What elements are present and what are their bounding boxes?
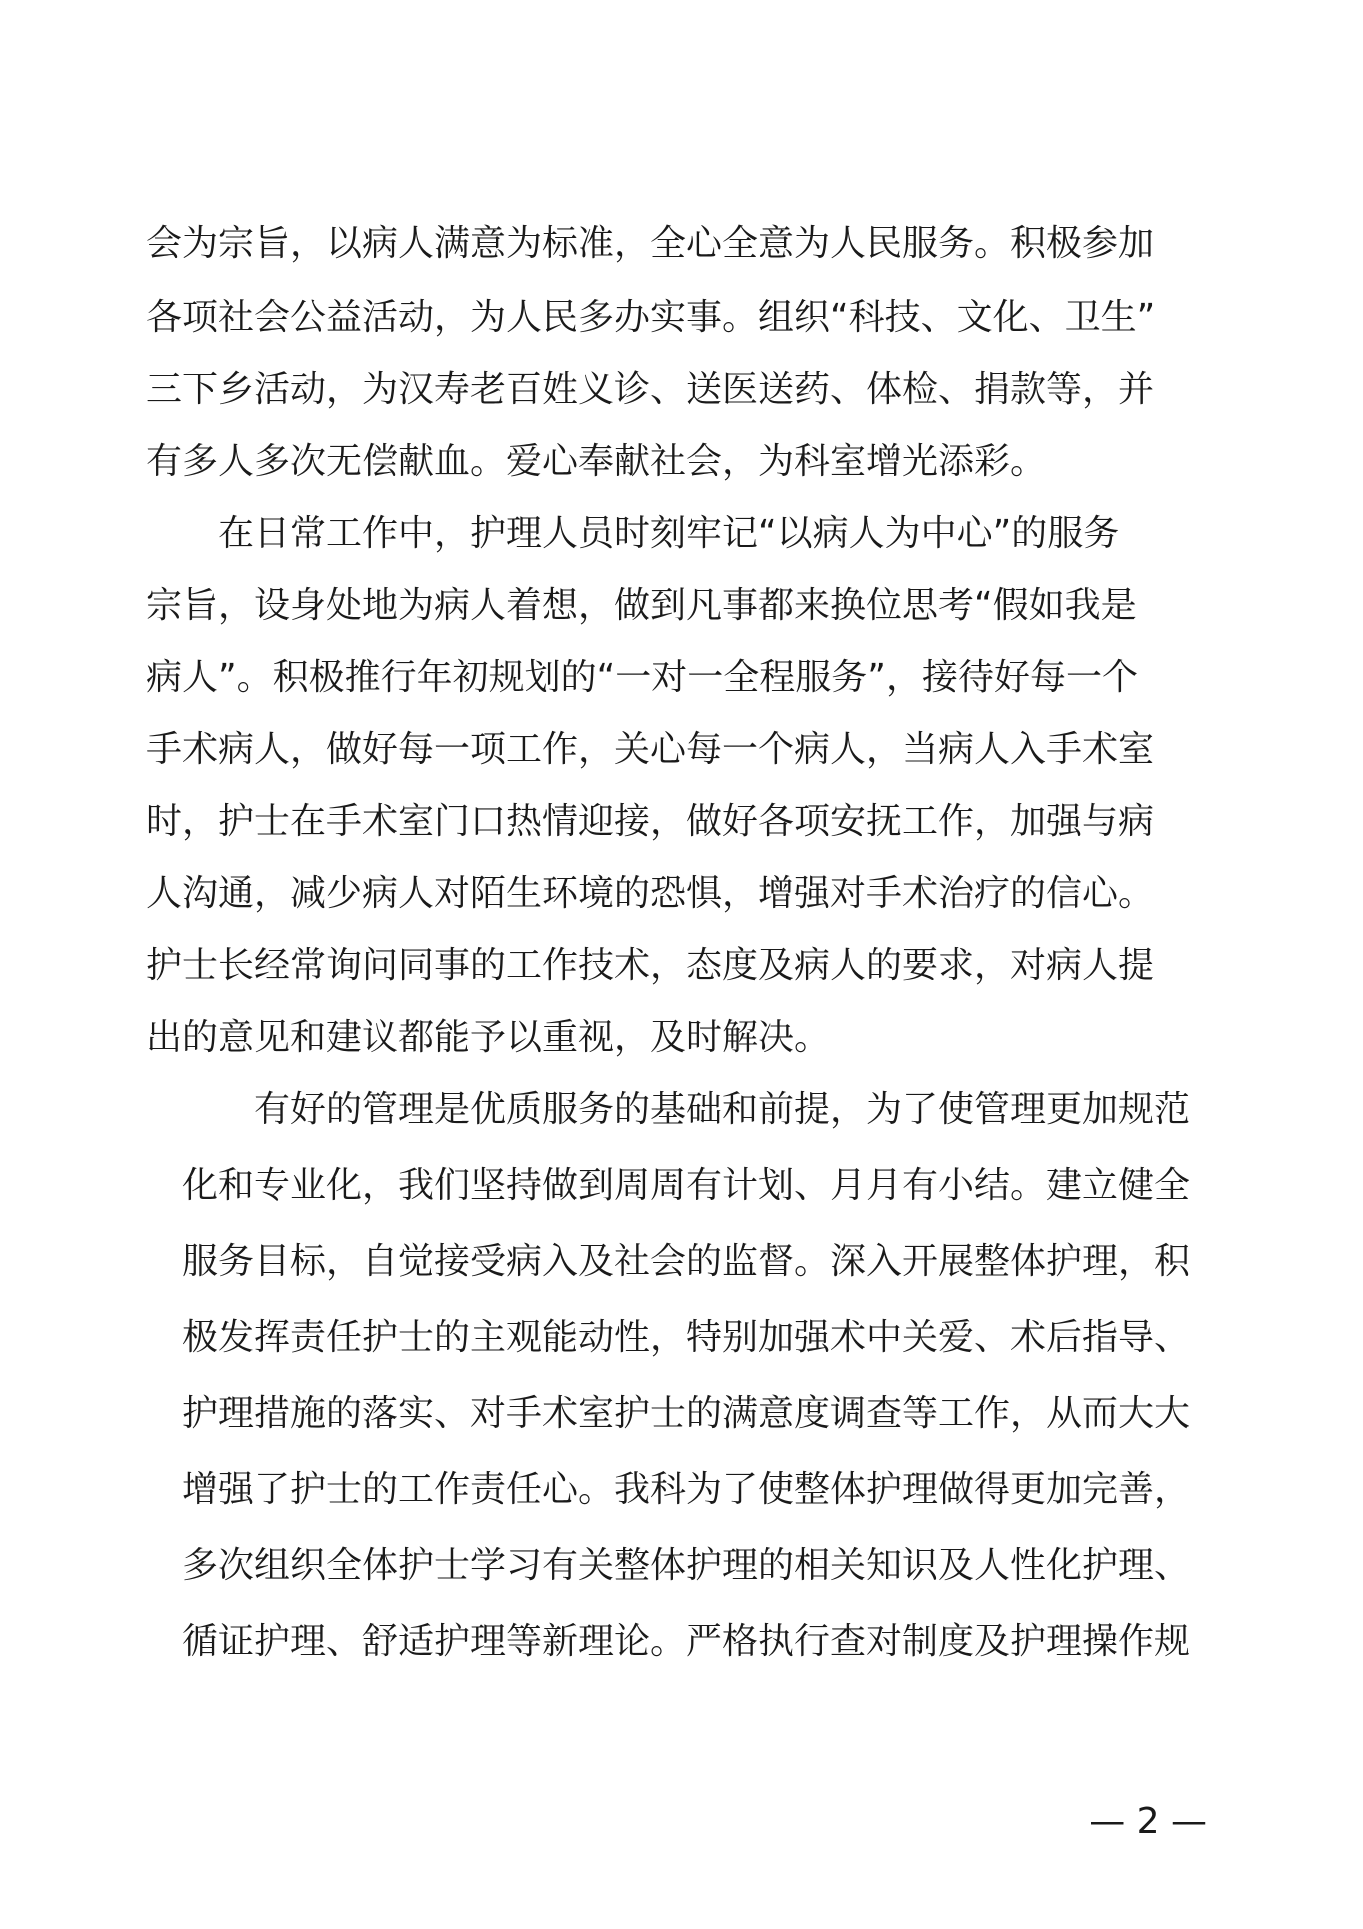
text-line: 有多人多次无偿献血。爱心奉献社会，为科室增光添彩。 (146, 441, 1047, 482)
text-line: 多次组织全体护士学习有关整体护理的相关知识及人性化护理、 (182, 1545, 1191, 1586)
text-line: 极发挥责任护士的主观能动性，特别加强术中关爱、术后指导、 (182, 1317, 1191, 1358)
text-line: 出的意见和建议都能予以重视，及时解决。 (146, 1017, 831, 1058)
text-line: 三下乡活动，为汉寿老百姓义诊、送医送药、体检、捐款等，并 (146, 369, 1155, 410)
text-line: 宗旨，设身处地为病人着想，做到凡事都来换位思考“假如我是 (146, 585, 1137, 626)
text-line: 增强了护士的工作责任心。我科为了使整体护理做得更加完善， (182, 1469, 1191, 1510)
text-line: 护士长经常询问同事的工作技术，态度及病人的要求，对病人提 (146, 945, 1155, 986)
text-line: 护理措施的落实、对手术室护士的满意度调查等工作，从而大大 (182, 1393, 1191, 1434)
text-line: 各项社会公益活动，为人民多办实事。组织“科技、文化、卫生” (146, 297, 1156, 338)
text-line: 手术病人，做好每一项工作，关心每一个病人，当病人入手术室 (146, 729, 1155, 770)
text-line: 在日常工作中，护理人员时刻牢记“以病人为中心”的服务 (146, 513, 1120, 554)
text-line: 病人”。积极推行年初规划的“一对一全程服务”，接待好每一个 (146, 657, 1138, 698)
text-line: 循证护理、舒适护理等新理论。严格执行查对制度及护理操作规 (182, 1621, 1191, 1662)
text-line: 人沟通，减少病人对陌生环境的恐惧，增强对手术治疗的信心。 (146, 873, 1155, 914)
text-line: 会为宗旨，以病人满意为标准，全心全意为人民服务。积极参加 (146, 223, 1155, 264)
text-line: 化和专业化，我们坚持做到周周有计划、月月有小结。建立健全 (182, 1165, 1191, 1206)
page-number: — 2 — (1089, 1801, 1207, 1842)
text-line: 有好的管理是优质服务的基础和前提，为了使管理更加规范 (182, 1089, 1191, 1130)
text-line: 时，护士在手术室门口热情迎接，做好各项安抚工作，加强与病 (146, 801, 1155, 842)
text-line: 服务目标，自觉接受病入及社会的监督。深入开展整体护理，积 (182, 1241, 1191, 1282)
